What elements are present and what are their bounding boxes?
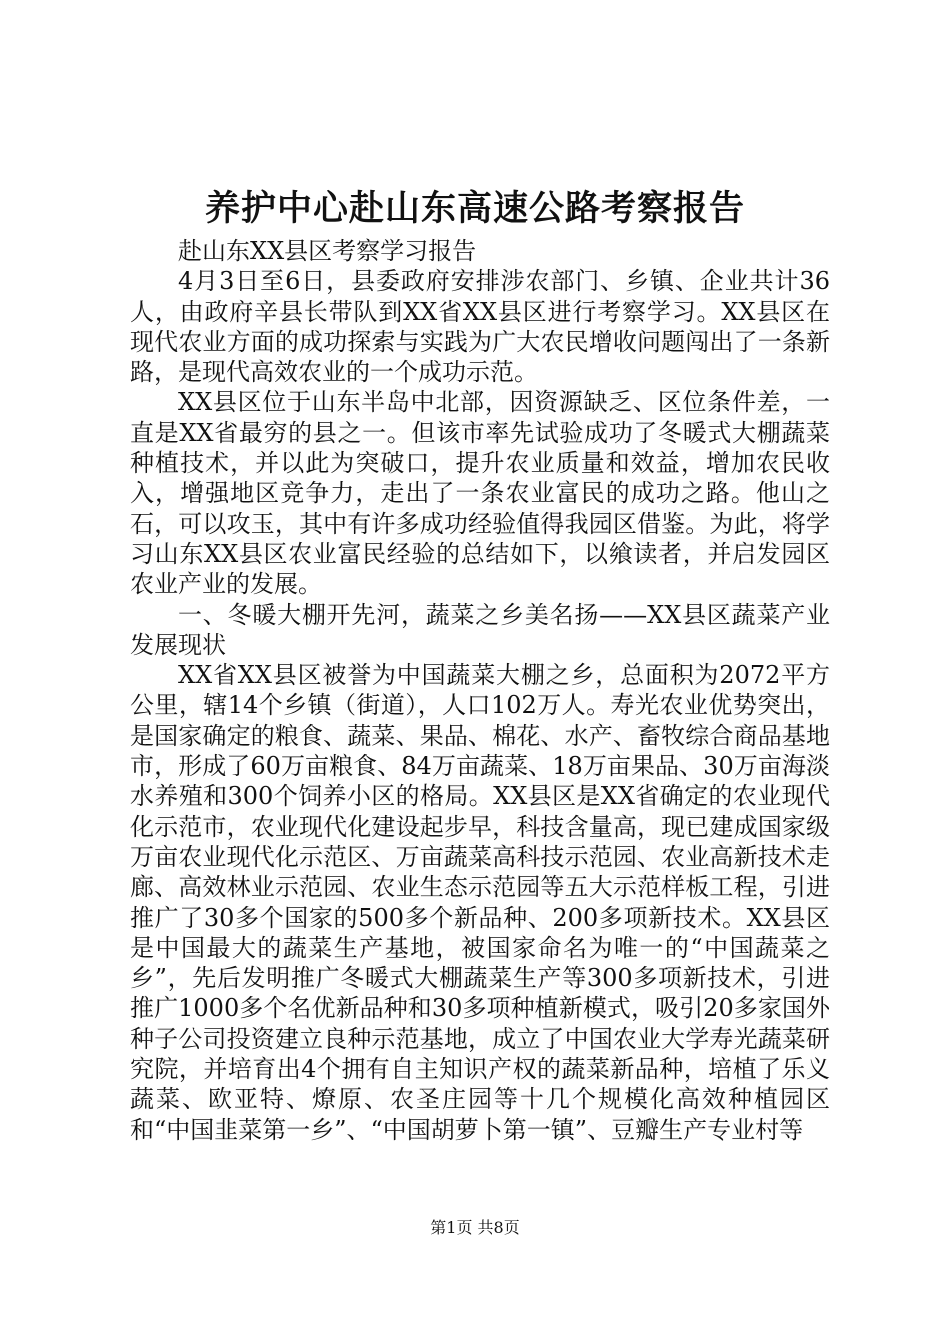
body-paragraph: XX省XX县区被誉为中国蔬菜大棚之乡，总面积为2072平方公里，辖14个乡镇（街道），人口102万人。寿光农业优势突出，是国家确定的粮食、蔬菜、果品、棉花、水产、畜牧综合商品基地市，形成了60万亩粮食、84万亩蔬菜、18万亩果品、30万亩海淡水养殖和300个饲养小区的格局。XX县区是XX省确定的农业现代化示范市，农业现代化建设起步早，科技含量高，现已建成国家级万亩农业现代化示范区、万亩蔬菜高科技示范园、农业高新技术走廊、高效林业示范园、农业生态示范园等五大示范样板工程，引进推广了30多个国家的500多个新品种、200多项新技术。XX县区是中国最大的蔬菜生产基地，被国家命名为唯一的“中国蔬菜之乡”，先后发明推广冬暖式大棚蔬菜生产等300多项新技术，引进推广1000多个名优新品种和30多项种植新模式，吸引20多家国外种子公司投资建立良种示范基地，成立了中国农业大学寿光蔬菜研究院，并培育出4个拥有自主知识产权的蔬菜新品种，培植了乐义蔬菜、欧亚特、燎原、农圣庄园等十几个规模化高效种植园区和“中国韭菜第一乡”、“中国胡萝卜第一镇”、豆瓣生产专业村等 [130,661,830,1144]
section-heading: 一、冬暖大棚开先河，蔬菜之乡美名扬——XX县区蔬菜产业发展现状 [130,600,830,659]
document-body [130,236,830,1145]
document-title: 养护中心赴山东高速公路考察报告 [204,188,745,229]
subtitle-paragraph: 赴山东XX县区考察学习报告 [178,237,477,265]
body-paragraph: XX县区位于山东半岛中北部，因资源缺乏、区位条件差，一直是XX省最穷的县之一。但该市率先试验成功了冬暖式大棚蔬菜种植技术，并以此为突破口，提升农业质量和效益，增加农民收入，增强地区竞争力，走出了一条农业富民的成功之路。他山之石，可以攻玉，其中有许多成功经验值得我园区借鉴。为此，将学习山东XX县区农业富民经验的总结如下，以飨读者，并启发园区农业产业的发展。 [130,388,830,599]
page-number-footer: 第1页 共8页 [430,1218,520,1237]
body-paragraph: 4月3日至6日，县委政府安排涉农部门、乡镇、企业共计36人，由政府辛县长带队到XX省XX县区进行考察学习。XX县区在现代农业方面的成功探索与实践为广大农民增收问题闯出了一条新路，是现代高效农业的一个成功示范。 [130,267,830,387]
